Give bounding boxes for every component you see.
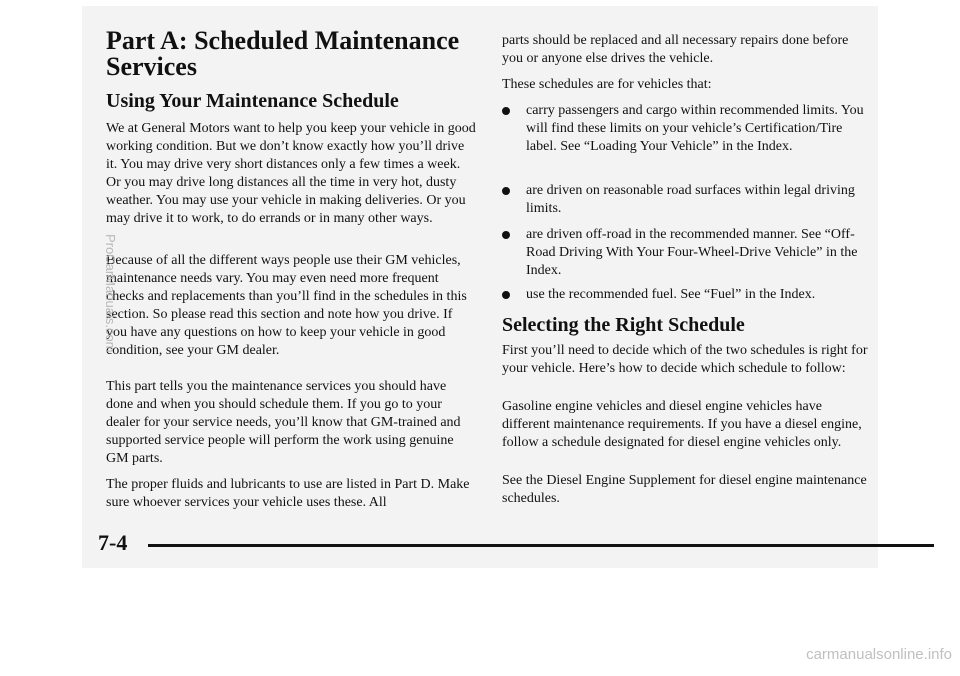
side-watermark-logo (92, 234, 122, 374)
bullet-icon (502, 231, 510, 239)
paragraph-schedules-intro: These schedules are for vehicles that: (502, 77, 712, 92)
bullet-text: use the recommended fuel. See “Fuel” in the Index. (526, 287, 816, 302)
paragraph-continuation: parts should be replaced and all necessary repairs done before you or anyone else drives the vehicle. (502, 33, 849, 66)
paragraph-engine-types: Gasoline engine vehicles and diesel engine vehicles have different maintenance requirements. If you have a diesel engine, follow a schedule designated for diesel engine vehicles only. (502, 399, 862, 450)
paragraph-fluids: The proper fluids and lubricants to use are listed in Part D. Make sure whoever services your vehicle uses these. All (106, 477, 470, 510)
watermark-text: carmanualsonline.info (806, 646, 952, 663)
bullet-text: are driven on reasonable road surfaces within legal driving limits. (526, 183, 855, 216)
page-title: Part A: Scheduled Maintenance Services (106, 26, 460, 81)
bullet-text: are driven off-road in the recommended manner. See “Off-Road Driving With Your Four-Wheel-Drive Vehicle” in the Index. (526, 227, 858, 278)
footer-rule (148, 544, 934, 547)
page-number: 7-4 (98, 530, 128, 555)
paragraph-maintenance-needs: Because of all the different ways people use their GM vehicles, maintenance needs vary. You may even need more frequent checks and replacements than you’ll find in the schedules in this section. So please read this section and note how you drive. If you have any questions on how to keep your vehicle in good condition, see your GM dealer. (106, 253, 467, 358)
section-heading-using-schedule: Using Your Maintenance Schedule (106, 90, 399, 112)
paragraph-decide-schedule: First you’ll need to decide which of the two schedules is right for your vehicle. Here’s how to decide which schedule to follow: (502, 343, 868, 376)
side-watermark-text: ProCarManuals.com (103, 234, 118, 353)
paragraph-intro: We at General Motors want to help you keep your vehicle in good working condition. But we don’t know exactly how you’ll drive it. You may drive very short distances only a few times a week. Or you may drive long distances all the time in very hot, dusty weather. You may use your vehicle in making deliveries. Or you may drive it to work, to do errands or in many other ways. (106, 121, 476, 226)
bullet-icon (502, 187, 510, 195)
section-heading-selecting-schedule: Selecting the Right Schedule (502, 314, 745, 336)
paragraph-diesel-supplement: See the Diesel Engine Supplement for diesel engine maintenance schedules. (502, 473, 867, 506)
bullet-icon (502, 291, 510, 299)
paragraph-part-description: This part tells you the maintenance services you should have done and when you should schedule them. If you go to your dealer for your service needs, you’ll know that GM-trained and supported service people will perform the work using genuine GM parts. (106, 379, 461, 466)
bullet-text: carry passengers and cargo within recommended limits. You will find these limits on your vehicle’s Certification/Tire label. See “Loading Your Vehicle” in the Index. (526, 103, 864, 154)
bullet-icon (502, 107, 510, 115)
manual-page (82, 6, 878, 568)
